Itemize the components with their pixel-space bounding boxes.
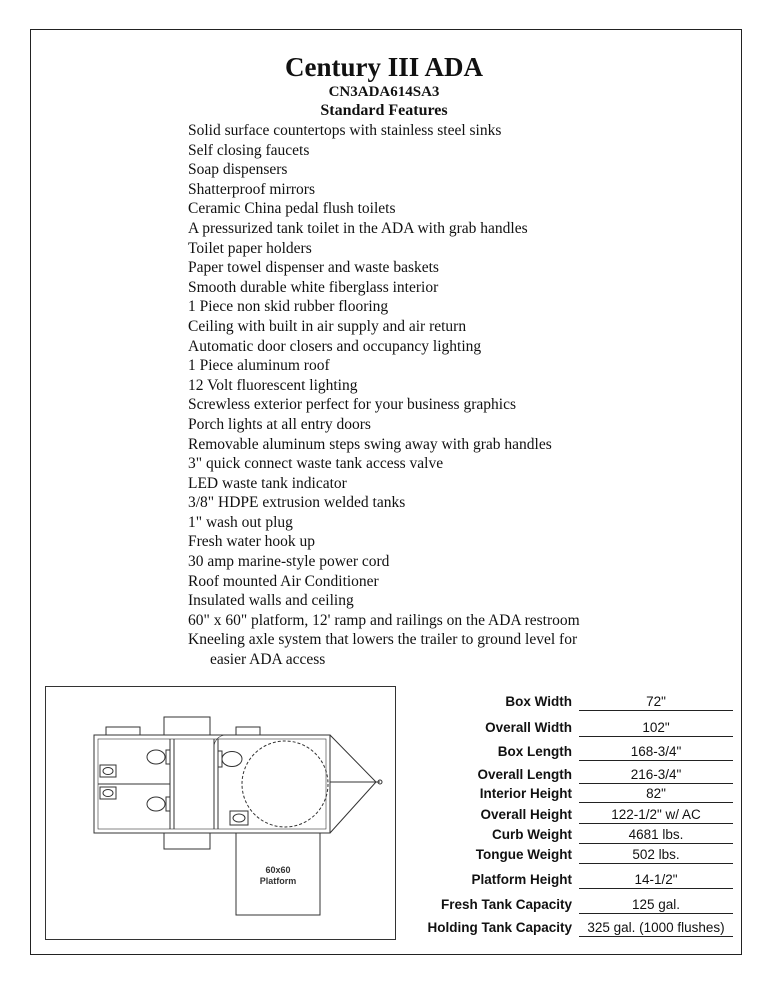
spec-label: Platform Height [471, 872, 572, 887]
sink-lower [100, 787, 116, 799]
feature-item: Self closing faucets [188, 141, 310, 159]
feature-item: Soap dispensers [188, 161, 288, 179]
feature-item: Automatic door closers and occupancy lighting [188, 337, 482, 355]
ada-toilet-tank [218, 751, 222, 767]
feature-item: 1 Piece aluminum roof [188, 357, 330, 375]
spec-row-interior-height [400, 786, 740, 806]
spec-row-overall-length [400, 767, 740, 787]
toilet-upper-bowl [147, 750, 165, 764]
platform-label-line2: Platform [259, 876, 297, 886]
top-step-left [106, 727, 140, 735]
door-swing-arc [214, 735, 226, 747]
spec-row-box-length [400, 744, 740, 764]
feature-item: 30 amp marine-style power cord [188, 553, 390, 571]
spec-row-holding-tank [400, 920, 740, 940]
spec-row-fresh-tank [400, 897, 740, 917]
feature-item: Ceramic China pedal flush toilets [188, 200, 396, 218]
ada-toilet-bowl [222, 752, 242, 767]
feature-item: Solid surface countertops with stainless steel sinks [188, 122, 502, 139]
platform-label-line1: 60x60 [265, 865, 291, 875]
toilet-upper-tank [166, 750, 170, 764]
toilet-lower-bowl [147, 797, 165, 811]
spec-value: 4681 lbs. [579, 827, 733, 844]
feature-item: Toilet paper holders [188, 239, 312, 257]
top-step-right [164, 717, 210, 735]
feature-item: Smooth durable white fiberglass interior [188, 278, 439, 296]
feature-item: Ceiling with built in air supply and air return [188, 317, 467, 335]
spec-row-overall-height [400, 807, 740, 827]
product-title: Century III ADA [284, 52, 484, 82]
feature-item: Kneeling axle system that lowers the trailer to ground level for [188, 631, 578, 649]
spec-label: Tongue Weight [475, 847, 572, 862]
ada-sink-bowl [233, 814, 245, 822]
toilet-lower-tank [166, 797, 170, 811]
spec-value: 125 gal. [579, 897, 733, 914]
feature-item: Porch lights at all entry doors [188, 415, 371, 433]
feature-item: Insulated walls and ceiling [188, 592, 354, 610]
spec-row-box-width [400, 694, 740, 714]
features-list [188, 121, 580, 670]
feature-item: Paper towel dispenser and waste baskets [188, 259, 439, 277]
feature-item: Fresh water hook up [188, 533, 315, 551]
sink-lower-bowl [103, 790, 113, 797]
spec-value: 325 gal. (1000 flushes) [579, 920, 733, 937]
spec-row-platform-height [400, 872, 740, 892]
trailer-tongue [330, 735, 376, 833]
spec-value: 216-3/4" [579, 767, 733, 784]
spec-value: 502 lbs. [579, 847, 733, 864]
spec-label: Overall Width [485, 720, 572, 735]
spec-label: Interior Height [479, 786, 572, 801]
feature-item: 12 Volt fluorescent lighting [188, 376, 358, 394]
feature-item: 1 Piece non skid rubber flooring [188, 298, 389, 316]
floor-plan-diagram [45, 686, 396, 940]
spec-label: Box Length [497, 744, 572, 759]
spec-label: Box Width [505, 694, 572, 709]
spec-value: 72" [579, 694, 733, 711]
spec-value: 14-1/2" [579, 872, 733, 889]
feature-item: LED waste tank indicator [188, 474, 347, 492]
sink-upper-bowl [103, 768, 113, 775]
feature-item: Shatterproof mirrors [188, 180, 315, 198]
feature-item: 3/8" HDPE extrusion welded tanks [188, 494, 406, 512]
ada-turning-circle [242, 741, 328, 827]
feature-item: Removable aluminum steps swing away with grab handles [188, 435, 552, 453]
spec-label: Holding Tank Capacity [427, 920, 572, 935]
spec-row-tongue-weight [400, 847, 740, 867]
sink-upper [100, 765, 116, 777]
spec-label: Fresh Tank Capacity [440, 897, 572, 912]
bottom-step-left [164, 833, 210, 849]
feature-item: Screwless exterior perfect for your business graphics [188, 396, 516, 414]
feature-item: 3" quick connect waste tank access valve [188, 455, 444, 473]
top-step-small [236, 727, 260, 735]
feature-item-continuation: easier ADA access [210, 651, 326, 669]
floor-plan-svg [46, 687, 395, 939]
feature-item: 60" x 60" platform, 12' ramp and railings on the ADA restroom [188, 611, 580, 629]
spec-row-curb-weight [400, 827, 740, 847]
spec-value: 102" [579, 720, 733, 737]
feature-item: 1" wash out plug [188, 513, 293, 531]
spec-label: Overall Length [477, 767, 572, 782]
spec-value: 122-1/2" w/ AC [579, 807, 733, 824]
spec-value: 168-3/4" [579, 744, 733, 761]
features-heading: Standard Features [320, 102, 448, 119]
spec-label: Overall Height [480, 807, 572, 822]
feature-item: Roof mounted Air Conditioner [188, 572, 379, 590]
model-number: CN3ADA614SA3 [328, 84, 440, 100]
feature-item: A pressurized tank toilet in the ADA with grab handles [188, 219, 528, 237]
spec-row-overall-width [400, 720, 740, 740]
spec-label: Curb Weight [492, 827, 572, 842]
spec-value: 82" [579, 786, 733, 803]
